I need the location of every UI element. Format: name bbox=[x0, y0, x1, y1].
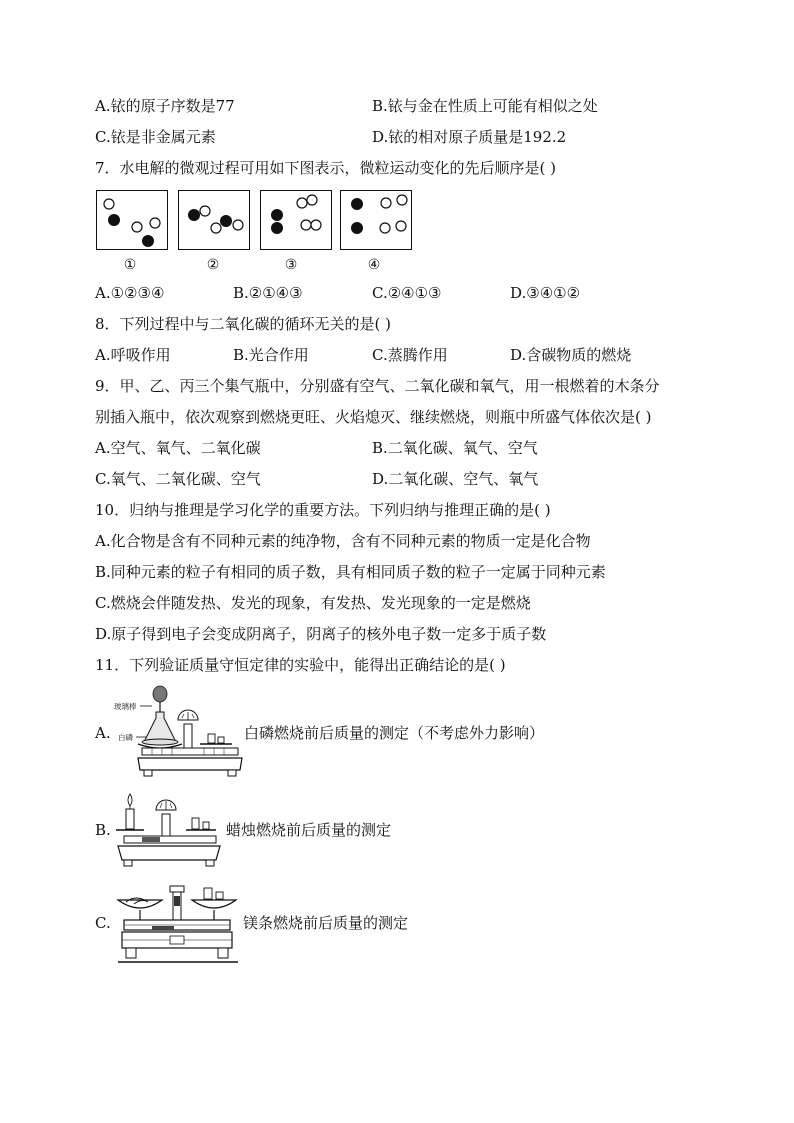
q10-option-a: A.化合物是含有不同种元素的纯净物，含有不同种元素的物质一定是化合物 bbox=[95, 532, 591, 550]
molecule-diagram-1 bbox=[97, 191, 167, 249]
q7-figure-3 bbox=[260, 190, 332, 250]
q10-option-d: D.原子得到电子会变成阴离子，阴离子的核外电子数一定多于质子数 bbox=[95, 625, 547, 643]
q10-stem: 10．归纳与推理是学习化学的重要方法。下列归纳与推理正确的是( ) bbox=[95, 501, 551, 519]
q9-option-a: A.空气、氧气、二氧化碳 bbox=[95, 439, 261, 457]
q7-label-2: ② bbox=[206, 257, 220, 273]
q11-option-c-text: 镁条燃烧前后质量的测定 bbox=[243, 914, 409, 932]
q9-option-b: B.二氧化碳、氧气、空气 bbox=[372, 439, 538, 457]
q9-option-d: D.二氧化碳、空气、氧气 bbox=[372, 470, 539, 488]
q7-figure-4 bbox=[340, 190, 412, 250]
balance-magnesium-figure bbox=[112, 880, 242, 966]
q8-stem: 8．下列过程中与二氧化碳的循环无关的是( ) bbox=[95, 315, 392, 333]
q11-stem: 11．下列验证质量守恒定律的实验中，能得出正确结论的是( ) bbox=[95, 656, 506, 674]
q8-option-a: A.呼吸作用 bbox=[95, 346, 171, 364]
q9-stem-line2: 别插入瓶中，依次观察到燃烧更旺、火焰熄灭、继续燃烧，则瓶中所盛气体依次是( ) bbox=[95, 408, 652, 426]
q6-option-a: A.铱的原子序数是77 bbox=[95, 97, 235, 115]
q11-option-b-text: 蜡烛燃烧前后质量的测定 bbox=[226, 821, 392, 839]
glass-rod-label: 玻璃棒 bbox=[114, 702, 137, 711]
q8-option-d: D.含碳物质的燃烧 bbox=[510, 346, 632, 364]
q10-option-b: B.同种元素的粒子有相同的质子数，具有相同质子数的粒子一定属于同种元素 bbox=[95, 563, 606, 581]
molecule-diagram-3 bbox=[261, 191, 331, 249]
white-phosphorus-label: 白磷 bbox=[118, 733, 133, 742]
q6-option-c: C.铱是非金属元素 bbox=[95, 128, 216, 146]
q8-option-c: C.蒸腾作用 bbox=[372, 346, 448, 364]
balance-flask-figure bbox=[112, 684, 244, 780]
molecule-diagram-2 bbox=[179, 191, 249, 249]
q6-option-d: D.铱的相对原子质量是192.2 bbox=[372, 128, 567, 146]
q7-label-1: ① bbox=[123, 257, 137, 273]
q10-option-c: C.燃烧会伴随发热、发光的现象，有发热、发光现象的一定是燃烧 bbox=[95, 594, 531, 612]
balance-candle-figure bbox=[112, 790, 224, 868]
q9-stem-line1: 9．甲、乙、丙三个集气瓶中，分别盛有空气、二氧化碳和氧气，用一根燃着的木条分 bbox=[95, 377, 660, 395]
q6-option-b: B.铱与金在性质上可能有相似之处 bbox=[372, 97, 598, 115]
q7-figure-1 bbox=[96, 190, 168, 250]
q7-option-c: C.②④①③ bbox=[372, 284, 442, 302]
q9-option-c: C.氧气、二氧化碳、空气 bbox=[95, 470, 261, 488]
q11-option-b-letter: B. bbox=[95, 821, 111, 839]
q11-option-a-letter: A. bbox=[95, 724, 111, 742]
q7-figure-2 bbox=[178, 190, 250, 250]
q8-option-b: B.光合作用 bbox=[233, 346, 309, 364]
molecule-diagram-4 bbox=[341, 191, 411, 249]
q11-option-c-letter: C. bbox=[95, 914, 111, 932]
q11-option-a-text: 白磷燃烧前后质量的测定（不考虑外力影响） bbox=[244, 724, 545, 742]
q7-option-d: D.③④①② bbox=[510, 284, 581, 302]
q7-option-b: B.②①④③ bbox=[233, 284, 303, 302]
q7-option-a: A.①②③④ bbox=[95, 284, 165, 302]
q7-label-3: ③ bbox=[284, 257, 298, 273]
q7-stem: 7．水电解的微观过程可用如下图表示，微粒运动变化的先后顺序是( ) bbox=[95, 159, 557, 177]
q7-label-4: ④ bbox=[367, 257, 381, 273]
